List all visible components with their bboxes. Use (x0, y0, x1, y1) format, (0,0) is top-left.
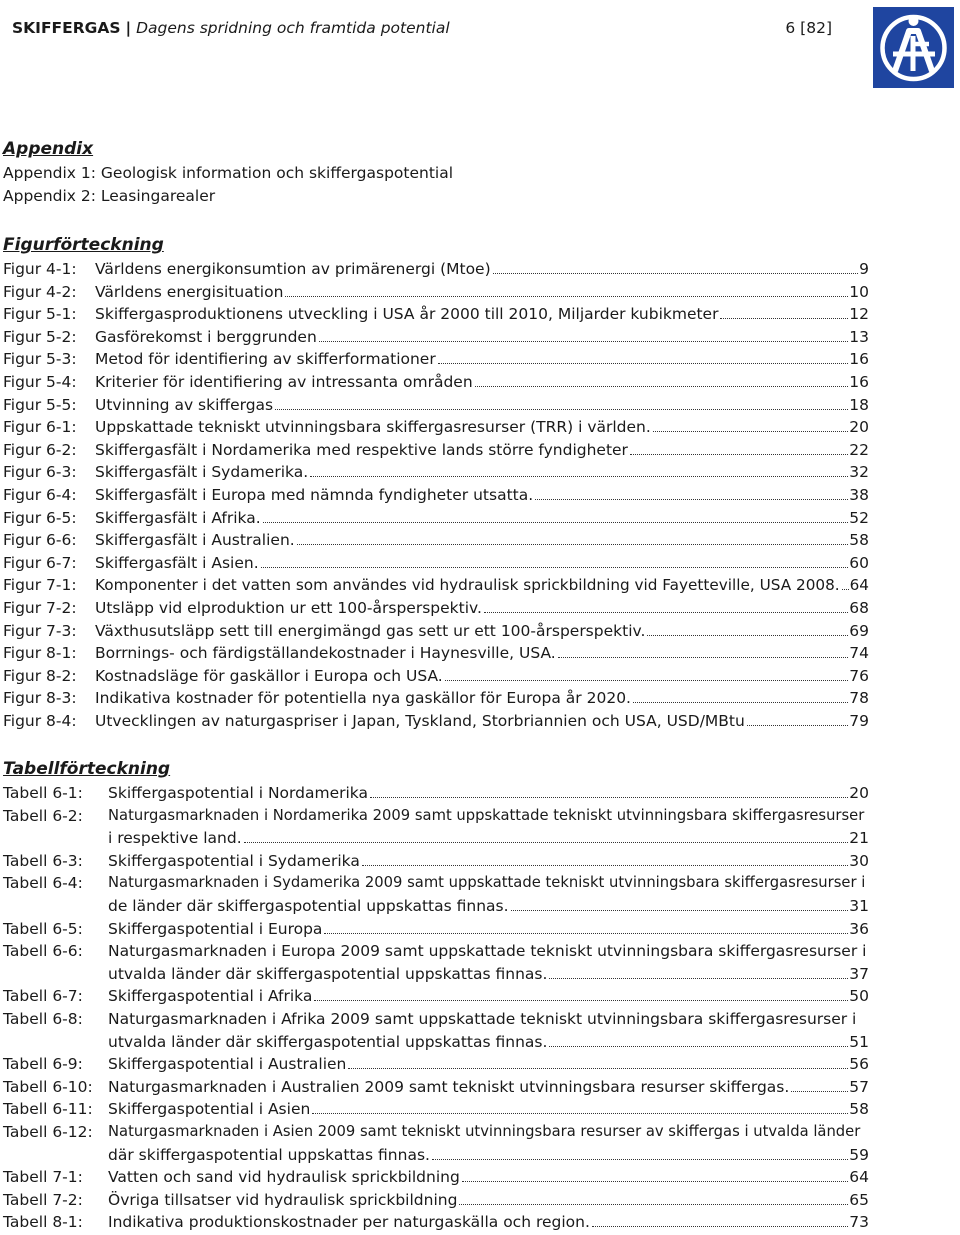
table-entry[interactable] (3, 1121, 869, 1166)
dot-leader (842, 589, 849, 590)
header-subtitle: Dagens spridning och framtida potential (136, 19, 450, 37)
figure-label: Figur 4-2: (3, 282, 77, 301)
figure-title: Världens energikonsumtion av primärenergi (Mtoe) (95, 260, 491, 278)
figure-label: Figur 6-6: (3, 531, 77, 550)
figure-label: Figur 8-4: (3, 711, 77, 730)
figure-label: Figur 8-3: (3, 689, 77, 708)
table-page-number: 21 (849, 829, 869, 848)
dot-leader (475, 386, 849, 387)
dot-leader (493, 273, 858, 274)
figure-entry[interactable] (3, 439, 869, 462)
figure-entry[interactable] (3, 281, 869, 304)
figure-page-number: 76 (849, 666, 869, 685)
dot-leader (653, 431, 848, 432)
figure-label: Figur 5-5: (3, 395, 77, 414)
dot-leader (630, 454, 848, 455)
dot-leader (312, 1113, 848, 1114)
figure-label: Figur 5-2: (3, 327, 77, 346)
table-page-number: 20 (849, 784, 869, 802)
figure-page-number: 68 (849, 598, 869, 617)
dot-leader (324, 933, 848, 934)
table-entry[interactable] (3, 1053, 869, 1076)
table-title-line: Naturgasmarknaden i Afrika 2009 samt uppskattade tekniskt utvinningsbara skiffergasresurser i (108, 1009, 857, 1028)
figure-title: Skiffergasproduktionens utveckling i USA år 2000 till 2010, Miljarder kubikmeter (95, 305, 719, 324)
dot-leader (314, 1000, 848, 1001)
table-label: Tabell 6-11: (3, 1100, 93, 1119)
table-title: Indikativa produktionskostnader per naturgaskälla och region. (108, 1213, 590, 1232)
table-page-number: 64 (849, 1168, 869, 1187)
figure-label: Figur 6-5: (3, 508, 77, 527)
figure-page-number: 9 (859, 260, 869, 278)
table-entry[interactable] (3, 872, 869, 917)
figure-title: Skiffergasfält i Sydamerika. (95, 463, 309, 482)
figure-entry[interactable] (3, 620, 869, 643)
figure-page-number: 78 (849, 689, 869, 708)
table-entry[interactable] (3, 782, 869, 805)
dot-leader (535, 499, 848, 500)
figure-page-number: 32 (849, 463, 869, 482)
figure-title: Uppskattade tekniskt utvinningsbara skiffergasresurser (TRR) i världen. (95, 418, 651, 437)
figure-title: Utvecklingen av naturgaspriser i Japan, Tyskland, Storbriannien och USA, USD/MBtu (95, 711, 745, 730)
header-title: SKIFFERGAS (12, 19, 121, 37)
dot-leader (462, 1181, 848, 1182)
figure-entry[interactable] (3, 258, 869, 281)
table-label: Tabell 6-7: (3, 987, 83, 1006)
figure-entry[interactable] (3, 665, 869, 688)
table-page-number: 58 (849, 1100, 869, 1119)
table-entry[interactable] (3, 985, 869, 1008)
figure-title: Världens energisituation (95, 282, 284, 301)
table-title: Skiffergaspotential i Nordamerika (108, 784, 368, 802)
table-label: Tabell 6-12: (3, 1122, 93, 1141)
table-title: Naturgasmarknaden i Australien 2009 samt tekniskt utvinningsbara resurser skiffergas. (108, 1077, 790, 1096)
figure-label: Figur 6-7: (3, 553, 77, 572)
figure-label: Figur 6-4: (3, 485, 77, 504)
table-page-number: 51 (849, 1032, 869, 1051)
table-title-line: Naturgasmarknaden i Nordamerika 2009 samt uppskattade tekniskt utvinningsbara skiffergasresurser (108, 806, 865, 824)
figure-title: Indikativa kostnader för potentiella nya gaskällor för Europa år 2020. (95, 689, 631, 708)
table-title: de länder där skiffergaspotential uppskattas finnas. (108, 896, 509, 915)
figure-label: Figur 5-1: (3, 305, 77, 324)
figure-title: Skiffergasfält i Australien. (95, 531, 295, 550)
appendix-item: Appendix 1: Geologisk information och skiffergaspotential (3, 164, 454, 182)
figure-page-number: 13 (849, 327, 869, 346)
figure-page-number: 16 (849, 372, 869, 391)
figure-label: Figur 6-1: (3, 418, 77, 437)
dot-leader (484, 612, 848, 613)
table-entry[interactable] (3, 1008, 869, 1053)
figure-page-number: 74 (849, 644, 869, 663)
table-title: i respektive land. (108, 829, 242, 848)
figure-title: Skiffergasfält i Afrika. (95, 508, 261, 527)
table-label: Tabell 6-8: (3, 1009, 83, 1028)
table-page-number: 56 (849, 1055, 869, 1074)
table-title: Vatten och sand vid hydraulisk sprickbildning (108, 1168, 460, 1187)
table-entry[interactable] (3, 1098, 869, 1121)
figure-label: Figur 7-1: (3, 576, 77, 595)
table-entry[interactable] (3, 1211, 869, 1234)
table-title: där skiffergaspotential uppskattas finnas. (108, 1145, 430, 1164)
table-label: Tabell 7-1: (3, 1168, 83, 1187)
table-page-number: 57 (849, 1077, 869, 1096)
dot-leader (310, 476, 848, 477)
figure-title: Skiffergasfält i Asien. (95, 553, 259, 572)
figure-label: Figur 4-1: (3, 260, 77, 278)
table-title-line: Naturgasmarknaden i Asien 2009 samt tekniskt utvinningsbara resurser av skiffergas i utvalda länder (108, 1122, 861, 1140)
dot-leader (285, 296, 848, 297)
figure-page-number: 10 (849, 282, 869, 301)
dot-leader (275, 409, 848, 410)
table-page-number: 37 (849, 964, 869, 983)
figure-entry[interactable] (3, 597, 869, 620)
table-title: Skiffergaspotential i Australien (108, 1055, 347, 1074)
figures-heading: Figurförteckning (3, 235, 164, 255)
figure-entry[interactable] (3, 348, 869, 371)
dot-leader (511, 910, 849, 911)
figure-page-number: 18 (849, 395, 869, 414)
figure-entry[interactable] (3, 642, 869, 665)
figure-entry[interactable] (3, 552, 869, 575)
table-title: Skiffergaspotential i Asien (108, 1100, 311, 1119)
dot-leader (244, 842, 849, 843)
figure-title: Växthusutsläpp sett till energimängd gas sett ur ett 100-årsperspektiv. (95, 621, 646, 640)
table-page-number: 31 (849, 896, 869, 915)
dot-leader (592, 1226, 848, 1227)
dot-leader (348, 1068, 848, 1069)
figure-entry[interactable] (3, 484, 869, 507)
figure-title: Gasförekomst i berggrunden (95, 327, 317, 346)
table-page-number: 59 (849, 1145, 869, 1164)
figure-entry[interactable] (3, 687, 869, 710)
table-entry[interactable] (3, 918, 869, 941)
dot-leader (263, 522, 849, 523)
dot-leader (432, 1159, 848, 1160)
figure-page-number: 16 (849, 350, 869, 369)
table-label: Tabell 7-2: (3, 1190, 83, 1209)
dot-leader (261, 567, 849, 568)
table-entry[interactable] (3, 1189, 869, 1212)
figure-entry[interactable] (3, 303, 869, 326)
header-page-number: 6 [82] (785, 19, 832, 37)
dot-leader (459, 1204, 848, 1205)
dot-leader (747, 725, 848, 726)
figure-title: Utvinning av skiffergas (95, 395, 274, 414)
figure-label: Figur 7-2: (3, 598, 77, 617)
af-logo-icon (873, 7, 954, 88)
figure-entry[interactable] (3, 710, 869, 733)
table-entry[interactable] (3, 1166, 869, 1189)
figure-label: Figur 8-2: (3, 666, 77, 685)
figure-label: Figur 8-1: (3, 644, 77, 663)
figure-page-number: 60 (849, 553, 869, 572)
table-label: Tabell 6-6: (3, 942, 83, 961)
dot-leader (720, 318, 848, 319)
dot-leader (647, 635, 848, 636)
figure-label: Figur 6-2: (3, 440, 77, 459)
table-entry[interactable] (3, 1076, 869, 1099)
table-label: Tabell 8-1: (3, 1213, 83, 1232)
table-label: Tabell 6-4: (3, 874, 83, 893)
tables-heading: Tabellförteckning (3, 759, 171, 779)
table-title-line: Naturgasmarknaden i Sydamerika 2009 samt uppskattade tekniskt utvinningsbara skiffergasresurser i (108, 874, 866, 892)
dot-leader (549, 978, 848, 979)
table-title: Skiffergaspotential i Sydamerika (108, 851, 360, 870)
figure-label: Figur 5-4: (3, 372, 77, 391)
figure-page-number: 79 (849, 711, 869, 730)
figure-page-number: 20 (849, 418, 869, 437)
figure-entry[interactable] (3, 371, 869, 394)
dot-leader (362, 865, 848, 866)
dot-leader (438, 363, 849, 364)
figure-entry[interactable] (3, 507, 869, 530)
figure-label: Figur 7-3: (3, 621, 77, 640)
dot-leader (633, 702, 848, 703)
figure-entry[interactable] (3, 416, 869, 439)
figure-label: Figur 5-3: (3, 350, 77, 369)
figure-list (3, 258, 869, 732)
table-label: Tabell 6-9: (3, 1055, 83, 1074)
table-entry[interactable] (3, 940, 869, 985)
figure-page-number: 58 (849, 531, 869, 550)
figure-page-number: 64 (849, 576, 869, 595)
table-title: Skiffergaspotential i Europa (108, 919, 323, 938)
figure-title: Kriterier för identifiering av intressanta områden (95, 372, 473, 391)
table-page-number: 36 (849, 919, 869, 938)
figure-page-number: 52 (849, 508, 869, 527)
figure-title: Metod för identifiering av skifferformationer (95, 350, 436, 369)
table-title: utvalda länder där skiffergaspotential uppskattas finnas. (108, 1032, 548, 1051)
dot-leader (558, 657, 849, 658)
figure-page-number: 12 (849, 305, 869, 324)
table-entry[interactable] (3, 850, 869, 873)
figure-page-number: 69 (849, 621, 869, 640)
figure-label: Figur 6-3: (3, 463, 77, 482)
dot-leader (370, 797, 848, 798)
table-entry[interactable] (3, 805, 869, 850)
table-list (3, 782, 869, 1234)
table-title: Övriga tillsatser vid hydraulisk sprickbildning (108, 1190, 458, 1209)
figure-entry[interactable] (3, 529, 869, 552)
figure-title: Skiffergasfält i Nordamerika med respektive lands större fyndigheter (95, 440, 628, 459)
figure-title: Utsläpp vid elproduktion ur ett 100-årsperspektiv. (95, 598, 482, 617)
appendix-item: Appendix 2: Leasingarealer (3, 187, 216, 205)
dot-leader (445, 680, 849, 681)
table-label: Tabell 6-5: (3, 919, 83, 938)
header-separator: | (125, 19, 132, 37)
dot-leader (319, 341, 848, 342)
figure-title: Skiffergasfält i Europa med nämnda fyndigheter utsatta. (95, 485, 534, 504)
figure-page-number: 38 (849, 485, 869, 504)
table-label: Tabell 6-10: (3, 1077, 93, 1096)
page-header (12, 18, 840, 38)
figure-title: Borrnings- och färdigställandekostnader i Haynesville, USA. (95, 644, 556, 663)
table-title: Skiffergaspotential i Afrika (108, 987, 313, 1006)
table-title: utvalda länder där skiffergaspotential uppskattas finnas. (108, 964, 548, 983)
figure-entry[interactable] (3, 394, 869, 417)
table-page-number: 50 (849, 987, 869, 1006)
table-label: Tabell 6-2: (3, 806, 83, 825)
appendix-heading: Appendix (3, 139, 94, 159)
figure-entry[interactable] (3, 461, 869, 484)
table-page-number: 73 (849, 1213, 869, 1232)
table-page-number: 30 (849, 851, 869, 870)
figure-title: Komponenter i det vatten som användes vid hydraulisk sprickbildning vid Fayetteville, USA 2008. (95, 576, 840, 595)
figure-entry[interactable] (3, 326, 869, 349)
table-title-line: Naturgasmarknaden i Europa 2009 samt uppskattade tekniskt utvinningsbara skiffergasresurser i (108, 942, 867, 961)
table-label: Tabell 6-3: (3, 851, 83, 870)
figure-entry[interactable] (3, 574, 869, 597)
dot-leader (549, 1046, 848, 1047)
dot-leader (791, 1091, 848, 1092)
figure-title: Kostnadsläge för gaskällor i Europa och USA. (95, 666, 443, 685)
table-label: Tabell 6-1: (3, 784, 83, 802)
table-page-number: 65 (849, 1190, 869, 1209)
dot-leader (297, 544, 849, 545)
figure-page-number: 22 (849, 440, 869, 459)
